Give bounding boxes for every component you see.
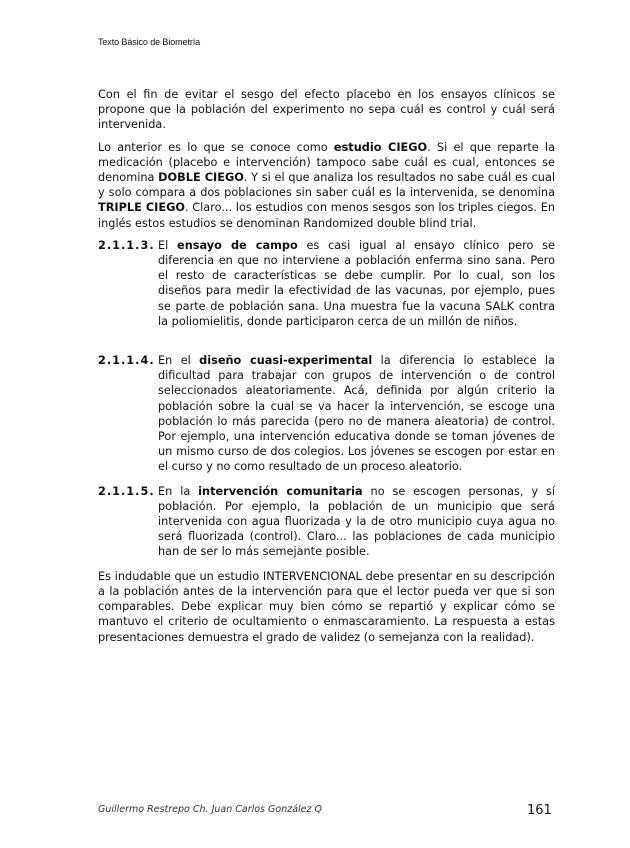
- paragraph-blinding-text-2: . Si el que reparte la medicación (placebo e intervención) tampoco sabe cuál es cual, entonces se denomina: [98, 140, 555, 185]
- section-text-pre: En la: [158, 484, 199, 498]
- section-term: diseño cuasi-experimental: [199, 354, 373, 368]
- section-term: ensayo de campo: [177, 238, 298, 252]
- term-estudio-ciego: estudio CIEGO: [333, 140, 428, 154]
- paragraph-blinding: [98, 140, 555, 231]
- paragraph-blinding-text-3: . Y si el que analiza los resultados no sabe cuál es cual y solo compara a dos poblaciones sin saber cuál es la intervenida, se denomina: [98, 171, 556, 200]
- section-text-pre: El: [158, 238, 178, 252]
- section-term: intervención comunitaria: [198, 484, 363, 498]
- section-item: [98, 238, 555, 329]
- section-text: [158, 484, 555, 560]
- paragraph-conclusion: Es indudable que un estudio INTERVENCIONAL debe presentar en su descripción a la población antes de la intervención para que el lector pueda ver que si son comparables. Debe explicar muy bien cómo se repartió y explicar cómo se mantuvo el criterio de ocultamiento o enmascaramiento. La respuesta a estas presentaciones demuestra el grado de validez (o semejanza con la realidad).: [98, 569, 555, 644]
- body-text: [98, 87, 555, 652]
- section-number: 2.1.1.4.: [98, 354, 155, 368]
- section-item: [98, 484, 555, 560]
- term-triple-ciego: TRIPLE CIEGO: [98, 201, 185, 215]
- paragraph-blinding-text-1: Lo anterior es lo que se conoce como: [98, 140, 334, 154]
- section-item: [98, 353, 555, 475]
- paragraph-placebo: Con el fin de evitar el sesgo del efecto placebo en los ensayos clínicos se propone que la población del experimento no sepa cuál es control y cuál será intervenida.: [98, 88, 555, 132]
- page-number: 161: [527, 803, 552, 818]
- section-text: [158, 353, 555, 475]
- section-text-post: no se escogen personas, y sí población. Por ejemplo, la población de un municipio que será intervenida con agua fluorizada y la de otro municipio cuya agua no será fluorizada (control). Claro... las poblaciones de cada municipio han de ser lo más semejante posible.: [158, 484, 555, 559]
- section-text-post: es casi igual al ensayo clínico pero se diferencia en que no interviene a población enferma sino sana. Pero el resto de características se debe cumplir. Por lo cual, son los diseños para medir la efectividad de las vacunas, por ejemplo, pues se parte de población sana. Una muestra fue la vacuna SALK contra la poliomielitis, donde participaron cerca de un millón de niños.: [158, 238, 555, 328]
- section-number: 2.1.1.3.: [98, 238, 155, 252]
- footer-authors: Guillermo Restrepo Ch. Juan Carlos González Q: [98, 804, 323, 815]
- paragraph-blinding-text-4: . Claro... los estudios con menos sesgos son los triples ciegos. En inglés estos estudios se denominan Randomized double blind trial.: [98, 201, 555, 230]
- section-text-pre: En el: [158, 354, 200, 368]
- section-text: [158, 238, 555, 329]
- section-text-post: la diferencia lo establece la dificultad para trabajar con grupos de intervención o de control seleccionados aleatoriamente. Acá, definida por algún criterio la población sobre la cual se va hacer la intervención, se escoge una población lo más parecida (pero no de manera aleatoria) de control. Por ejemplo, una intervención educativa donde se toman jóvenes de un mismo curso de dos colegios. Los jóvenes se escogen por estar en el curso y no como resultado de un proceso aleatorio.: [158, 354, 555, 474]
- running-header: Texto Básico de Biometría: [98, 37, 201, 47]
- section-number: 2.1.1.5.: [98, 484, 155, 498]
- term-doble-ciego: DOBLE CIEGO: [158, 171, 244, 185]
